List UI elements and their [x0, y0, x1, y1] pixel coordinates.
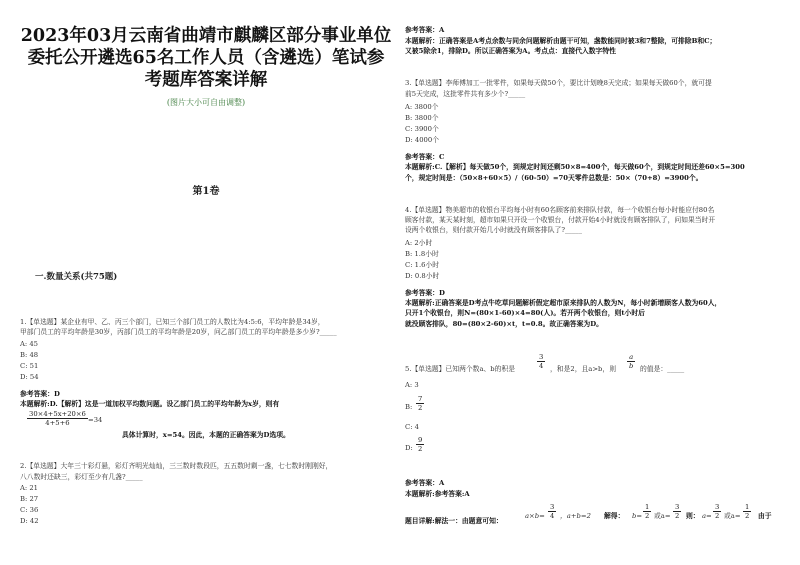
q1-formula-denominator: 4+5+6	[45, 419, 70, 427]
q5-product-den: 4	[539, 362, 544, 370]
q4-option-d: D: 0.8小时	[405, 272, 440, 280]
q1-option-a: A: 45	[20, 340, 39, 348]
q2-option-b: B: 27	[20, 495, 39, 503]
q3-analysis-line1: 本题解析:C.【解析】每天做50个，到规定时间还剩50×8=400个，每天做60个，到规定时间还差60×5=300	[405, 163, 745, 171]
q5-eq3-mid: 或a=	[654, 512, 671, 520]
q5-detail-label: 题目详解:解法一：由题意可知：	[405, 517, 503, 525]
q3-option-a: A: 3800个	[405, 103, 439, 111]
q5-tail: 由于	[758, 512, 772, 520]
q5-eq3-num2: 3	[675, 503, 680, 511]
q5-eq2: ，a+b=2	[560, 512, 591, 520]
q5-stem-part2: ，和是2，且a>b，则	[550, 365, 617, 373]
q5-eq4-den1: 2	[715, 512, 720, 520]
q1-analysis: 本题解析:D.【解析】这是一道加权平均数问题。设乙部门员工的平均年龄为x岁，则有	[20, 400, 280, 408]
section-heading: 一.数量关系(共75题)	[35, 272, 118, 282]
q5-eq4-frac2	[743, 503, 751, 520]
q4-stem-line1: 4.【单选题】物美超市的收银台平均每小时有60名顾客前来排队付款，每一个收银台每小时能应付80名	[405, 206, 715, 214]
q5-eq3-num1: 1	[645, 503, 650, 511]
q3-option-b: B: 3800个	[405, 114, 439, 122]
q4-analysis-line1: 本题解析:正确答案是D考点牛吃草问题解析假定超市原来排队的人数为N，每小时新增顾客人数为60人，	[405, 299, 722, 307]
q5-option-a: A: 3	[405, 381, 419, 389]
q5-option-d-fraction	[416, 436, 424, 453]
q1-formula-numerator: 30×4+5x+20×6	[29, 410, 86, 418]
q5-stem-part3: 的值是：_____	[640, 365, 685, 373]
q3-stem-line1: 3.【单选题】李师傅加工一批零件，如果每天做50个，要比计划晚8天完成；如果每天做60个，就可提	[405, 79, 712, 87]
q4-option-a: A: 2小时	[405, 239, 433, 247]
q5-eq3-frac2	[673, 503, 681, 520]
q5-solve-label: 解得：	[604, 512, 625, 520]
q1-answer: 参考答案：D	[20, 390, 60, 398]
q5-option-c: C: 4	[405, 423, 419, 431]
q4-option-b: B: 1.8小时	[405, 250, 439, 258]
q5-then-label: 则：	[686, 512, 700, 520]
q4-analysis-line3: 就没顾客排队，80=(80×2-60)×t，t=0.8。故正确答案为D。	[405, 320, 603, 328]
q5-answer: 参考答案：A	[405, 479, 445, 487]
q1-formula-rhs: =34	[88, 416, 103, 424]
q4-answer: 参考答案：D	[405, 289, 445, 297]
q5-eq4-frac1	[713, 503, 721, 520]
q4-stem-line2: 顾客付款，某天某时刻，超市如果只开设一个收银台，付款开始4小时就没有顾客排队了，问如果当时开	[405, 216, 716, 224]
q1-option-b: B: 48	[20, 351, 39, 359]
q5-option-d-den: 2	[418, 445, 423, 453]
q5-ratio-num: a	[627, 353, 635, 362]
q5-eq4-num2: 1	[745, 503, 750, 511]
q5-eq1-fraction	[548, 503, 556, 520]
q3-option-d: D: 4000个	[405, 136, 439, 144]
q5-eq3-frac1	[643, 503, 651, 520]
q5-option-b-fraction	[416, 395, 424, 412]
q2-analysis-line1: 本题解析：正确答案是A考点余数与同余问题解析由题干可知，盏数能同时被3和7整除，可排除B和C；	[405, 37, 717, 45]
q5-option-b-den: 2	[418, 404, 423, 412]
q5-option-b-num: 7	[418, 395, 423, 403]
q5-option-b-label: B:	[405, 403, 413, 411]
q5-option-d-num: 9	[418, 436, 423, 444]
q5-eq3-den1: 2	[645, 512, 650, 520]
q5-eq3-den2: 2	[675, 512, 680, 520]
q5-eq4-left: a=	[702, 512, 712, 520]
q5-product-num: 3	[539, 353, 544, 361]
q5-ratio-den: b	[629, 362, 634, 370]
image-size-note: (图片大小可自由调整)	[166, 98, 246, 107]
volume-heading: 第1卷	[192, 186, 220, 197]
q2-answer: 参考答案：A	[405, 26, 445, 34]
q5-ratio-fraction	[627, 353, 635, 370]
q2-option-d: D: 42	[20, 517, 39, 525]
q2-option-a: A: 21	[20, 484, 39, 492]
q3-stem-line2: 前5天完成，这批零件共有多少个?_____	[405, 90, 526, 98]
q3-answer: 参考答案：C	[405, 153, 445, 161]
q5-eq1-left: a×b=	[525, 512, 545, 520]
q1-option-d: D: 54	[20, 373, 39, 381]
q5-eq4-mid: 或a=	[724, 512, 741, 520]
q5-eq1-num: 3	[550, 503, 555, 511]
q5-eq4-num1: 3	[715, 503, 720, 511]
q4-option-c: C: 1.6小时	[405, 261, 440, 269]
q5-eq1-den: 4	[550, 512, 555, 520]
q2-analysis-line2: 又被5除余1，排除D。所以正确答案为A。考点点：直接代入数字特性	[405, 47, 616, 55]
q5-eq4-den2: 2	[745, 512, 750, 520]
q1-conclusion: 具体计算时，x=54。因此，本题的正确答案为D选项。	[122, 431, 290, 439]
q5-product-fraction	[537, 353, 545, 370]
q1-option-c: C: 51	[20, 362, 39, 370]
q4-analysis-line2: 只开1个收银台，则N=(80×1-60)×4=80(人)。若开两个收银台，则t小时后	[405, 309, 645, 317]
q2-stem-line2: 八八数时还缺三，彩灯至少有几盏?_____	[20, 473, 143, 481]
q3-option-c: C: 3900个	[405, 125, 439, 133]
document-title: 2023年03月云南省曲靖市麒麟区部分事业单位委托公开遴选65名工作人员（含遴选）笔试参考题库答案详解	[20, 26, 392, 90]
q1-formula	[27, 410, 88, 427]
q4-stem-line3: 设两个收银台，则付款开始几小时就没有顾客排队了?_____	[405, 226, 582, 234]
q3-analysis-line2: 个，规定时间是：（50×8+60×5）/（60-50）=70天零件总数是：50×（70+8）=3900个。	[405, 174, 703, 182]
q2-stem-line1: 2.【单选题】大年三十彩灯悬，彩灯齐明光灿灿，三三数时数段匹，五五数时剩一盏，七七数时刚刚好，	[20, 462, 333, 470]
q1-stem-line2: 甲部门员工的平均年龄是30岁，丙部门员工的平均年龄是20岁，问乙部门员工的平均年龄是多少岁?_____	[20, 328, 337, 336]
q2-option-c: C: 36	[20, 506, 39, 514]
q5-analysis: 本题解析:参考答案:A	[405, 490, 470, 498]
q5-eq3-left: b=	[632, 512, 643, 520]
q5-option-d-label: D:	[405, 444, 413, 452]
q5-stem-part1: 5.【单选题】已知两个数a、b的积是	[405, 365, 516, 373]
q1-stem-line1: 1.【单选题】某企业有甲、乙、丙三个部门，已知三个部门员工的人数比为4:5:6，平均年龄是34岁，	[20, 318, 325, 326]
